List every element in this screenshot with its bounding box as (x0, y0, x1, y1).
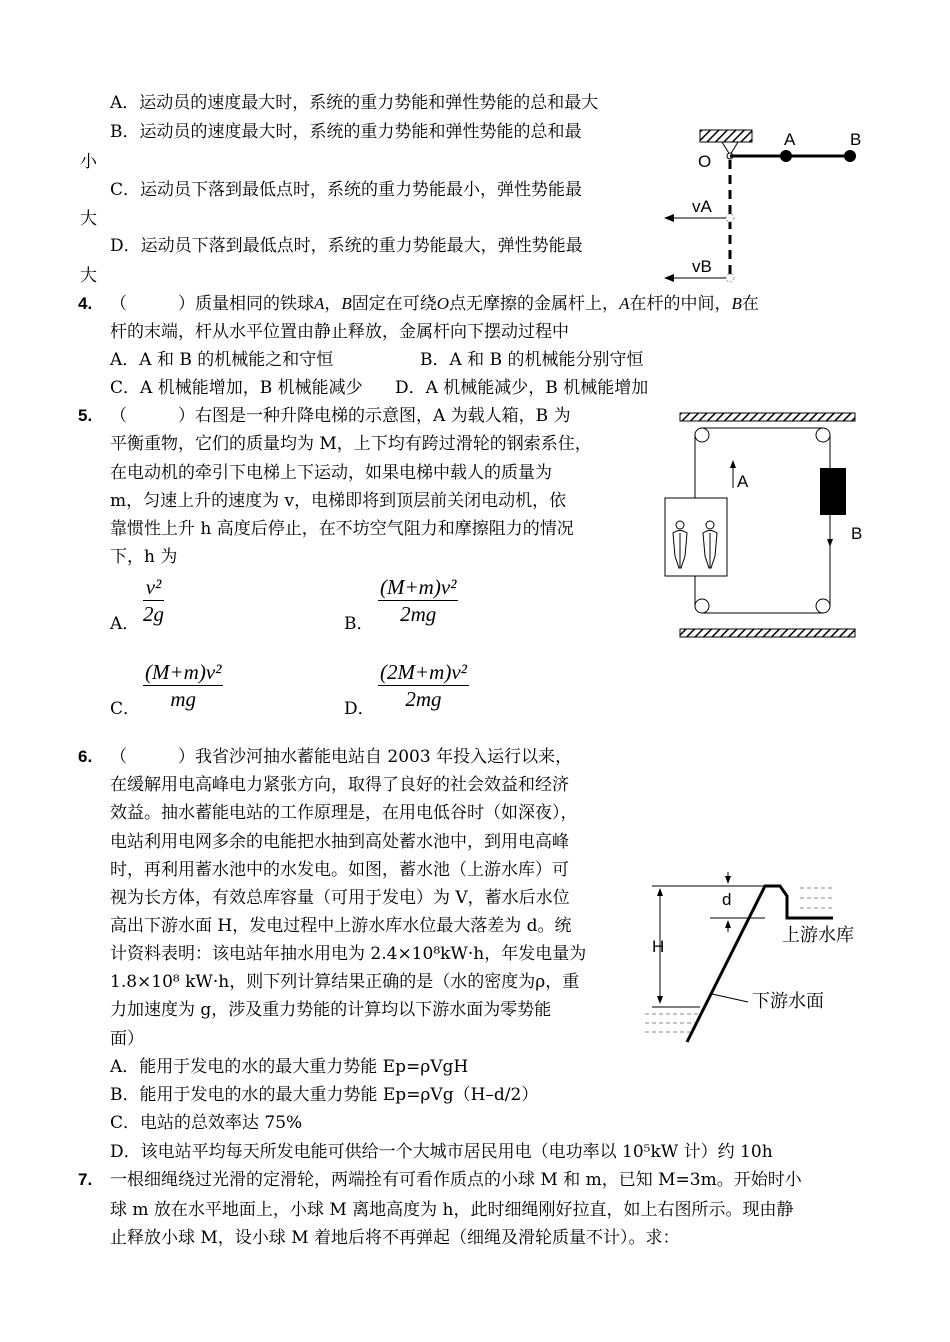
label-b: B (850, 130, 862, 149)
label-d: d (722, 890, 732, 909)
label-h: H (652, 937, 665, 956)
q6-stem-line9: 1.8×10⁸ kW·h，则下列计算结果正确的是（水的密度为ρ，重 (110, 972, 580, 992)
q6-stem-line11: 面） (110, 1029, 144, 1049)
bottom-beam (680, 629, 855, 637)
label-a: A (784, 130, 796, 149)
q5-stem-line1: （ ）右图是一种升降电梯的示意图，A 为载人箱，B 为 (110, 406, 571, 426)
q7-number: 7. (78, 1170, 93, 1189)
q4-option-b: B．A 和 B 的机械能分别守恒 (420, 350, 644, 370)
q7-stem-line3: 止释放小球 M，设小球 M 着地后将不再弹起（细绳及滑轮质量不计）。求： (110, 1228, 680, 1248)
q6-stem-line8: 计资料表明：该电站年抽水用电为 2.4×10⁸kW·h，年发电量为 (110, 944, 587, 964)
q6-option-d: D．该电站平均每天所发电能可供给一个大城市居民用电（电功率以 10⁵kW 计）约 10h (110, 1142, 773, 1162)
q5-option-b-fraction: $\frac{\text{(M+m)v²}}{2mg}$ (380, 575, 457, 626)
q6-number: 6. (78, 747, 93, 766)
q3-option-d-line1: D．运动员下落到最低点时，系统的重力势能最大，弹性势能最 (110, 236, 583, 256)
q4-rod-figure (660, 120, 880, 290)
pulley-bottom-right (816, 599, 830, 613)
ball-b (844, 150, 856, 162)
label-upper-reservoir: 上游水库 (782, 925, 854, 946)
q5-elevator-figure (660, 408, 870, 643)
q5-stem-line6: 下，h 为 (110, 547, 178, 567)
lower-label-leader (712, 994, 748, 1002)
q3-option-c-line1: C．运动员下落到最低点时，系统的重力势能最小，弹性势能最 (110, 180, 583, 200)
q6-option-c: C．电站的总效率达 75% (110, 1113, 303, 1133)
q5-option-c-label: C． (110, 699, 141, 719)
q6-stem-line2: 在缓解用电高峰电力紧张方向，取得了良好的社会效益和经济 (110, 775, 569, 795)
label-va: vA (692, 197, 712, 216)
top-beam (680, 413, 855, 421)
dam-profile (687, 886, 833, 1042)
label-o: O (698, 152, 712, 171)
q4-option-c: C．A 机械能增加，B 机械能减少 (110, 378, 363, 398)
q4-stem-line2: 杆的末端，杆从水平位置由静止释放，金属杆向下摆动过程中 (110, 322, 569, 342)
q7-stem-line2: 球 m 放在水平地面上，小球 M 离地高度为 h，此时细绳刚好拉直，如上右图所示。现由静 (110, 1200, 794, 1220)
q6-stem-line1: （ ）我省沙河抽水蓄能电站自 2003 年投入运行以来， (110, 747, 573, 767)
q6-stem-line6: 视为长方体，有效总库容量（可用于发电）为 V，蓄水后水位 (110, 888, 570, 908)
q4-option-a: A．A 和 B 的机械能之和守恒 (110, 350, 334, 370)
q4-option-d: D．A 机械能减少，B 机械能增加 (395, 378, 649, 398)
q6-option-b: B．能用于发电的水的最大重力势能 Ep=ρVg（H–d/2） (110, 1085, 539, 1105)
q5-stem-line3: 在电动机的牵引下电梯上下运动，如果电梯中载人的质量为 (110, 463, 552, 483)
q6-stem-line5: 时，再利用蓄水池中的水发电。如图，蓄水池（上游水库）可 (110, 860, 569, 880)
q5-number: 5. (78, 406, 93, 425)
label-vb: vB (692, 257, 712, 276)
pulley-top-left (695, 428, 709, 442)
q5-stem-line5: 靠惯性上升 h 高度后停止，在不坊空气阻力和摩擦阻力的情况 (110, 519, 574, 539)
q6-stem-line7: 高出下游水面 H，发电过程中上游水库水位最大落差为 d。统 (110, 916, 572, 936)
q4-stem-line1: （ ）质量相同的铁球A，B固定在可绕O点无摩擦的金属杆上，A在杆的中间，B在 (110, 294, 759, 314)
q5-option-a-label: A． (110, 614, 140, 634)
q3-option-b-line2: 小 (80, 152, 97, 172)
pulley-top-right (816, 428, 830, 442)
q6-stem-line10: 力加速度为 g，涉及重力势能的计算均以下游水面为零势能 (110, 1000, 552, 1020)
q6-reservoir-figure (640, 872, 870, 1047)
pulley-bottom-left (695, 599, 709, 613)
q3-option-d-line2: 大 (80, 266, 97, 286)
label-lower-water: 下游水面 (752, 991, 824, 1012)
q6-stem-line4: 电站利用电网多余的电能把水抽到高处蓄水池中，到用电高峰 (110, 832, 569, 852)
q3-option-a: A．运动员的速度最大时，系统的重力势能和弹性势能的总和最大 (110, 93, 599, 113)
q7-stem-line1: 一根细绳绕过光滑的定滑轮，两端拴有可看作质点的小球 M 和 m，已知 M=3m。开始时小 (110, 1170, 802, 1190)
q5-stem-line4: m，匀速上升的速度为 v，电梯即将到顶层前关闭电动机，依 (110, 491, 567, 511)
q3-option-c-line2: 大 (80, 209, 97, 229)
ball-a (780, 150, 792, 162)
q6-option-a: A．能用于发电的水的最大重力势能 Ep=ρVgH (110, 1057, 469, 1077)
q4-number: 4. (78, 294, 93, 313)
q5-option-b-label: B． (344, 614, 374, 634)
q5-option-d-label: D． (344, 699, 375, 719)
q5-option-d-fraction: $\frac{\text{(2M+m)v²}}{2mg}$ (380, 660, 467, 711)
q5-option-c-fraction: $\frac{\text{(M+m)v²}}{mg}$ (145, 660, 222, 711)
ceiling-hatch (700, 130, 752, 142)
label-a: A (737, 472, 749, 491)
q6-stem-line3: 效益。抽水蓄能电站的工作原理是，在用电低谷时（如深夜）， (110, 803, 578, 823)
q3-option-b-line1: B．运动员的速度最大时，系统的重力势能和弹性势能的总和最 (110, 122, 582, 142)
q5-stem-line2: 平衡重物，它们的质量均为 M，上下均有跨过滑轮的钢索系住， (110, 434, 592, 454)
counterweight-b (820, 468, 846, 515)
q5-option-a-fraction: $\frac{\text{v²}}{2g}$ (143, 575, 164, 626)
label-b: B (851, 524, 863, 543)
